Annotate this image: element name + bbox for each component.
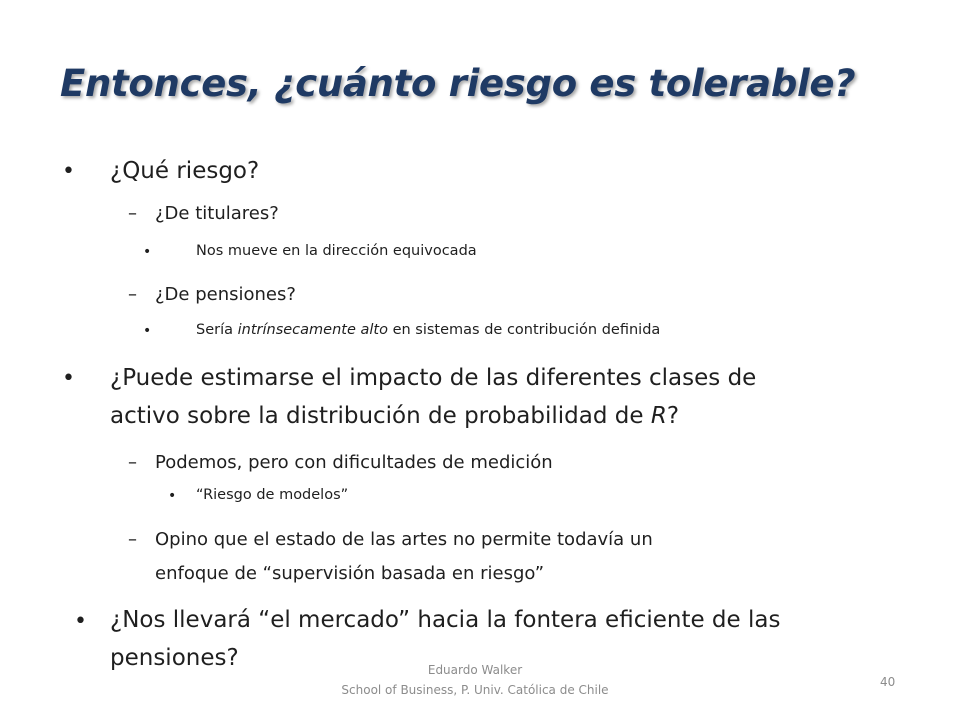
bullet-marker: • [62,159,75,184]
dash-marker: – [128,452,137,473]
subsubbullet-riesgo-modelos: “Riesgo de modelos” [196,487,349,503]
bullet-mercado-line2: pensiones? [110,645,239,671]
dash-marker: – [128,203,137,224]
text-segment: activo sobre la distribución de probabilidad de [110,403,651,429]
bullet-mercado-line1: ¿Nos llevará “el mercado” hacia la fontera eficiente de las [110,607,781,633]
dash-marker: – [128,529,137,550]
slide-footer [310,660,640,700]
dash-marker: – [128,284,137,305]
subbullet-podemos: Podemos, pero con dificultades de medición [155,452,553,473]
subbullet-opino-line1: Opino que el estado de las artes no permite todavía un [155,529,653,550]
footer-author: Eduardo Walker [427,663,523,677]
italic-emphasis: intrínsecamente alto [237,322,388,338]
slide-title: Entonces, ¿cuánto riesgo es tolerable? [60,62,856,105]
bullet-marker: • [62,366,75,391]
bullet-impacto-line1: ¿Puede estimarse el impacto de las diferentes clases de [110,365,757,391]
footer-affiliation: School of Business, P. Univ. Católica de Chile [341,683,609,697]
subbullet-pensiones: ¿De pensiones? [155,284,296,305]
bullet-marker: • [74,609,87,634]
italic-emphasis: R [650,403,667,429]
bullet-impacto-line2 [110,403,679,429]
bullet-marker: • [168,488,177,504]
text-segment: ? [666,403,680,429]
page-number: 40 [880,675,896,689]
subsubbullet-direccion: Nos mueve en la dirección equivocada [196,243,477,259]
subbullet-opino-line2: enfoque de “supervisión basada en riesgo” [155,563,545,584]
bullet-que-riesgo: ¿Qué riesgo? [110,158,260,184]
subsubbullet-intrinsecamente [196,322,660,338]
bullet-marker: • [143,323,152,339]
text-segment: Sería [196,322,238,338]
text-segment: en sistemas de contribución definida [387,322,661,338]
bullet-marker: • [143,244,152,260]
subbullet-titulares: ¿De titulares? [155,203,279,224]
